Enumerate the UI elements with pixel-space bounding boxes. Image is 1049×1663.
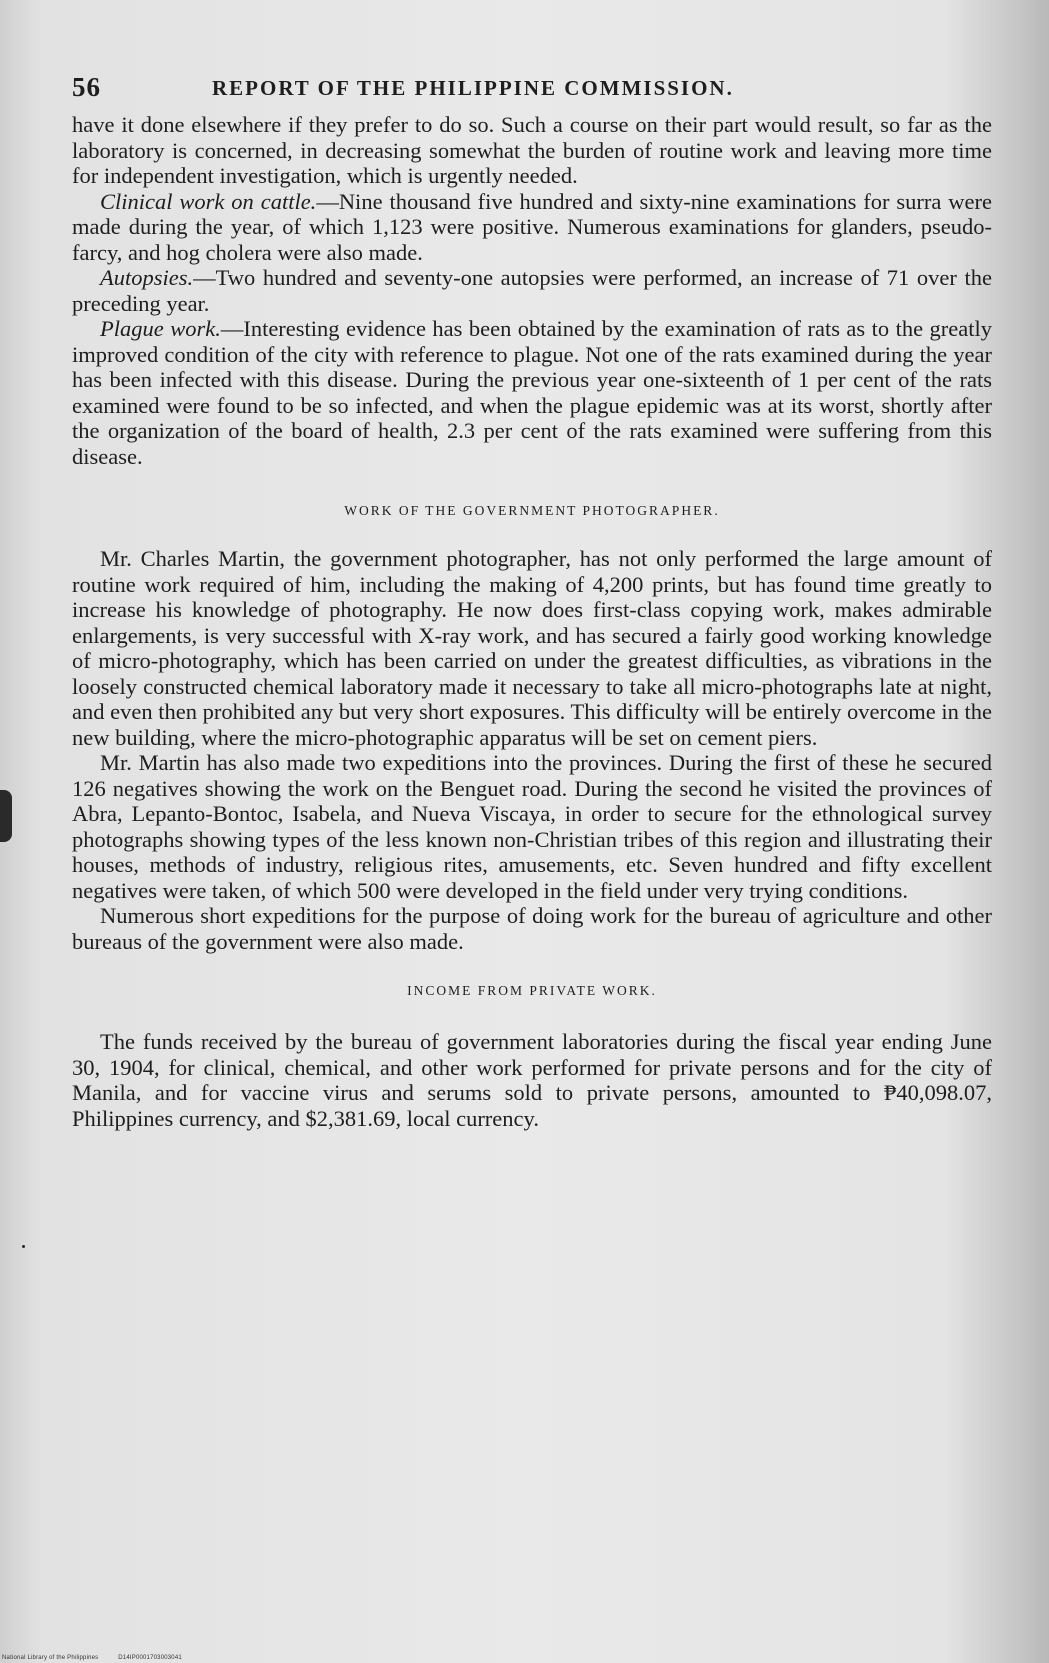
paragraph-continued: have it done elsewhere if they prefer to do so. Such a course on their part would result, so far as the laboratory is concerned, in decreasing somewhat the burden of routine work and leaving more time for independent investigation, which is urgently needed. xyxy=(72,112,992,188)
scan-footer xyxy=(2,1655,200,1661)
paragraph-clinical-work xyxy=(72,189,992,266)
run-in-heading-clinical: Clinical work on cattle. xyxy=(100,188,317,214)
running-head xyxy=(72,72,992,112)
paragraph-autopsies xyxy=(72,265,992,316)
scan-margin-mark xyxy=(0,790,12,842)
section-heading-income: INCOME FROM PRIVATE WORK. xyxy=(407,983,657,998)
paragraph-plague-work xyxy=(72,316,992,469)
paragraph-plague-text: —Interesting evidence has been obtained by the examination of rats as to the greatly improved condition of the city with reference to plague. Not one of the rats examined during the year has been infected with this disease. During the previous year one-sixteenth of 1 per cent of the rats examined were found to be so infected, and when the plague epidemic was at its worst, shortly after the organization of the board of health, 2.3 per cent of the rats examined were suffering from this disease. xyxy=(72,316,993,469)
scan-speck xyxy=(22,1245,25,1248)
paragraph-photographer-1: Mr. Charles Martin, the government photographer, has not only performed the large amount of routine work required of him, including the making of 4,200 prints, but has found time greatly to increase his knowledge of photography. He now does first-class copying work, makes admirable enlargements, is very successful with X-ray work, and has secured a fairly good working knowledge of micro-photography, which has been carried on under the greatest difficulties, as vibrations in the loosely constructed chemical laboratory made it necessary to take all micro-photographs late at night, and even then prohibited any but very short exposures. This difficulty will be entirely overcome in the new building, where the micro-photographic apparatus will be set on cement piers. xyxy=(72,546,992,750)
footer-code: D14IP0001703003041 xyxy=(118,1655,182,1661)
footer-library: National Library of the Philippines xyxy=(2,1655,99,1661)
paragraph-photographer-2: Mr. Martin has also made two expeditions into the provinces. During the first of these he secured 126 negatives showing the work on the Benguet road. During the second he visited the provinces of Abra, Lepanto-Bontoc, Isabela, and Nueva Viscaya, in order to secure for the ethnological survey photographs showing types of the less known non-Christian tribes of this region and illustrating their houses, methods of industry, religious rites, amusements, etc. Seven hundred and fifty excellent negatives were taken, of which 500 were developed in the field under very trying conditions. xyxy=(72,750,992,903)
paragraph-photographer-3: Numerous short expeditions for the purpose of doing work for the bureau of agriculture and other bureaus of the government were also made. xyxy=(72,903,992,954)
run-in-heading-autopsies: Autopsies. xyxy=(100,265,194,290)
run-in-heading-plague: Plague work. xyxy=(100,316,221,341)
page-number: 56 xyxy=(72,72,101,102)
paragraph-clinical-text: —Nine thousand five hundred and sixty-nine examinations for surra were made during the year, of which 1,123 were positive. Numerous examinations for glanders, pseudo-farcy, and hog cholera were also made. xyxy=(72,188,992,265)
paragraph-autopsies-text: —Two hundred and seventy-one autopsies were performed, an increase of 71 over the preceding year. xyxy=(72,265,992,316)
paragraph-income: The funds received by the bureau of government laboratories during the fiscal year ending June 30, 1904, for clinical, chemical, and other work performed for private persons and for the city of Manila, and for vaccine virus and serums sold to private persons, amounted to ₱40,098.07, Philippines currency, and $2,381.69, local currency. xyxy=(72,1029,992,1131)
section-heading-photographer: WORK OF THE GOVERNMENT PHOTOGRAPHER. xyxy=(344,503,720,518)
document-page xyxy=(72,72,992,1131)
running-title: REPORT OF THE PHILIPPINE COMMISSION. xyxy=(212,76,734,100)
